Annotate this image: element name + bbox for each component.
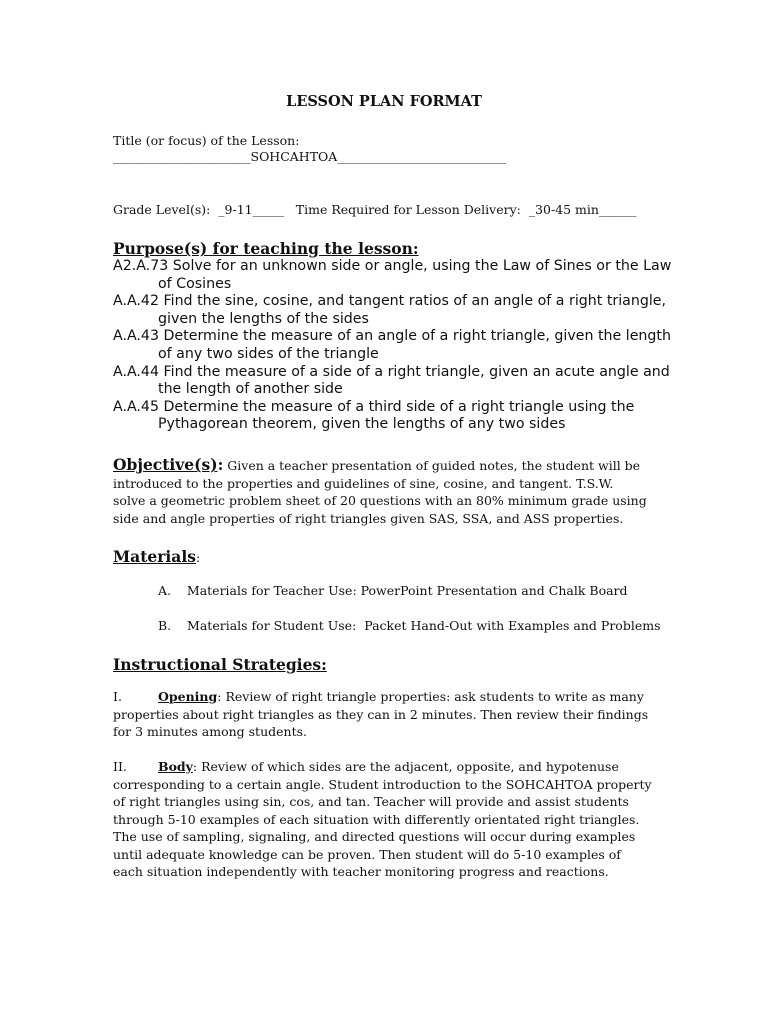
materials-heading: Materials bbox=[113, 547, 196, 566]
opening-colon: : bbox=[217, 689, 222, 704]
grade-and-time-line: Grade Level(s): _9-11_____ Time Required for Lesson Delivery: _30-45 min______ bbox=[113, 202, 637, 217]
opening-text: Review of right triangle properties: ask students to write as many properties about right triangles as they can in 2 minutes. Then review their findings for 3 minutes among students. bbox=[113, 689, 649, 739]
purpose-item: A.A.43 Determine the measure of an angle of a right triangle, given the length of any two sides of the triangle bbox=[113, 328, 671, 362]
objective-text: Given a teacher presentation of guided notes, the student will be introduced to the properties and guidelines of sine, cosine, and tangent. T.S.W. solve a geometric problem sheet of 20 questions with an 80% minimum grade using side and angle properties of right triangles given SAS, SSA, and ASS properties. bbox=[113, 458, 647, 526]
opening-paragraph bbox=[113, 688, 653, 741]
lesson-title-label: Title (or focus) of the Lesson: bbox=[113, 133, 300, 148]
body-label: Body bbox=[158, 759, 193, 774]
materials-item-teacher: A. Materials for Teacher Use: PowerPoint Presentation and Chalk Board bbox=[158, 583, 628, 598]
opening-label: Opening bbox=[158, 689, 218, 704]
purpose-list bbox=[113, 258, 673, 434]
document-title: LESSON PLAN FORMAT bbox=[286, 93, 482, 110]
strategies-heading: Instructional Strategies: bbox=[113, 655, 327, 674]
purpose-item: A.A.42 Find the sine, cosine, and tangent ratios of an angle of a right triangle, given the lengths of the sides bbox=[113, 293, 667, 327]
lesson-title-value: ______________________SOHCAHTOA___________________________ bbox=[113, 149, 507, 164]
body-colon: : bbox=[192, 759, 198, 774]
purpose-heading: Purpose(s) for teaching the lesson: bbox=[113, 239, 419, 258]
body-text: Review of which sides are the adjacent, opposite, and hypotenuse corresponding to a certain angle. Student introduction to the SOHCAHTOA property of right triangles using sin, cos, and tan. Teacher will provide and assist students through 5-10 examples of each situation with differently orientated right triangles. The use of sampling, signaling, and directed questions will occur during examples until adequate knowledge can be proven. Then student will do 5-10 examples of each situation independently with teacher monitoring progress and reactions. bbox=[113, 759, 652, 879]
purpose-item: A.A.44 Find the measure of a side of a right triangle, given an acute angle and the length of another side bbox=[113, 363, 670, 398]
materials-heading-row bbox=[113, 547, 200, 567]
purpose-item: A.A.45 Determine the measure of a third side of a right triangle using the Pythagorean theorem, given the lengths of any two sides bbox=[113, 398, 635, 433]
materials-colon: : bbox=[195, 550, 201, 565]
body-number: II. bbox=[113, 759, 127, 774]
objective-section bbox=[113, 456, 648, 527]
purpose-item: A2.A.73 Solve for an unknown side or angle, using the Law of Sines or the Law of Cosines bbox=[113, 258, 672, 292]
materials-item-student: B. Materials for Student Use: Packet Hand-Out with Examples and Problems bbox=[158, 618, 661, 633]
body-paragraph bbox=[113, 758, 653, 881]
opening-number: I. bbox=[113, 689, 122, 704]
objective-colon: : bbox=[217, 455, 224, 474]
objective-heading: Objective(s) bbox=[113, 455, 218, 474]
